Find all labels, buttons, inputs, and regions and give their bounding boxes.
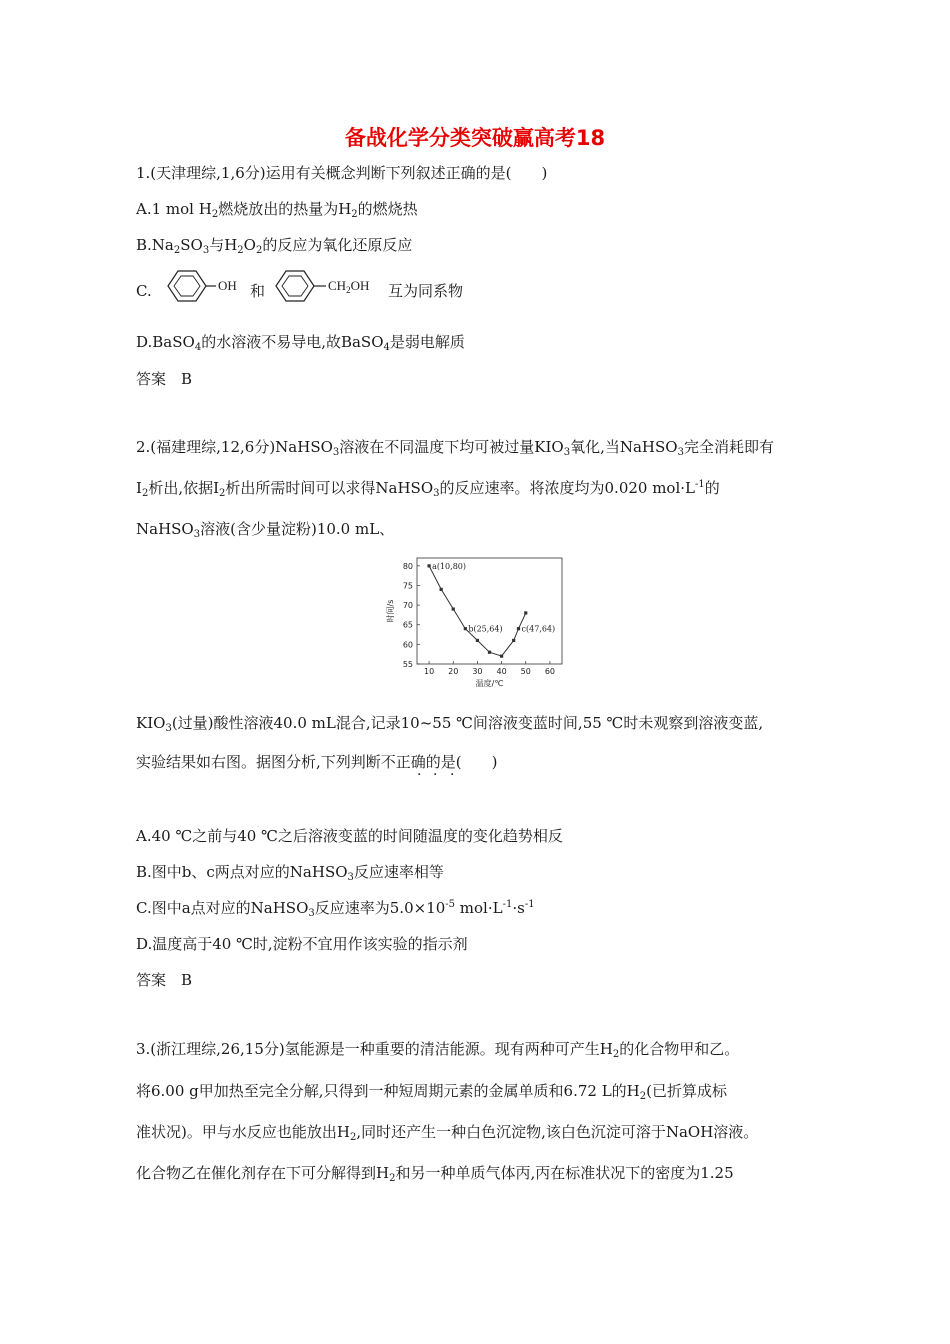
q1-option-c-label: C. <box>136 282 152 300</box>
point-annotation: a(10,80) <box>432 561 467 571</box>
point-annotation: b(25,64) <box>468 624 503 634</box>
x-tick-label: 60 <box>544 667 556 676</box>
data-point <box>464 627 467 630</box>
data-point <box>517 627 520 630</box>
q1-option-d: D.BaSO$_4$的水溶液不易导电,故BaSO$_4$是弱电解质 <box>136 333 465 353</box>
q2-line-4: $KIO_3$(过量)酸性溶液40.0 mL混合,记录10~55 ℃间溶液变蓝时间,55 ℃时未观察到溶液变蓝, <box>136 714 764 734</box>
point-annotation: c(47,64) <box>521 624 556 634</box>
x-tick-label: 20 <box>448 667 459 676</box>
chart-annotations <box>432 562 555 634</box>
q2-option-b: B.图中b、c两点对应的NaHSO$_3$反应速率相等 <box>136 863 444 883</box>
q3-line-3: 准状况)。甲与水反应也能放出$H_2$,同时还产生一种白色沉淀物,该白色沉淀可溶于NaOH溶液。 <box>136 1123 759 1143</box>
data-point <box>427 564 430 567</box>
data-point <box>440 588 443 591</box>
emphasis-dot: · <box>450 767 455 783</box>
x-tick-label: 10 <box>423 667 435 676</box>
q2-option-c: C.图中a点对应的NaHSO$_3$反应速率为$5.0\times 10^{-5}$ $mol\cdot L^{-1}\cdot s^{-1}$ <box>136 899 535 919</box>
chart-frame <box>417 558 562 664</box>
y-tick-label: 65 <box>402 620 413 630</box>
q1-and-text: 和 <box>250 282 266 300</box>
ch2oh-label: $CH_2OH$ <box>328 278 370 295</box>
y-tick-label: 60 <box>402 640 413 650</box>
chart-axes <box>417 558 562 664</box>
q2-line-1: 2.(福建理综,12,6分)NaHSO$_3$溶液在不同温度下均可被过量$KIO_3$氧化,当NaHSO$_3$完全消耗即有 <box>136 438 774 458</box>
x-tick-label: 30 <box>472 667 483 676</box>
data-point <box>524 611 527 614</box>
q3-line-2: 将6.00 g甲加热至完全分解,只得到一种短周期元素的金属单质和6.72 L的$H_2$(已折算成标 <box>136 1082 727 1102</box>
q3-line-1: 3.(浙江理综,26,15分)氢能源是一种重要的清洁能源。现有两种可产生$H_2$的化合物甲和乙。 <box>136 1040 740 1060</box>
q1-answer: 答案 B <box>136 370 193 388</box>
data-point <box>452 607 455 610</box>
y-tick-label: 70 <box>402 601 413 611</box>
x-tick-label: 50 <box>520 667 531 676</box>
benzyl-alcohol-structure <box>270 266 390 306</box>
data-point <box>488 651 491 654</box>
y-tick-label: 55 <box>402 660 413 669</box>
chart-x-axis-label: 温度/℃ <box>475 679 504 688</box>
chart-ticks <box>403 562 555 676</box>
q2-answer: 答案 B <box>136 971 193 989</box>
time-vs-temperature-chart <box>380 550 570 690</box>
data-point <box>512 639 515 642</box>
q1-option-a: A.1 mol $H_2$燃烧放出的热量为$H_2$的燃烧热 <box>136 200 418 220</box>
chart-series-line <box>429 566 526 656</box>
phenol-oh-label: OH <box>218 278 237 293</box>
x-tick-label: 40 <box>496 667 507 676</box>
data-point <box>500 655 503 658</box>
q1-option-c-tail: 互为同系物 <box>388 282 464 300</box>
y-tick-label: 75 <box>402 581 413 591</box>
emphasis-dot: · <box>433 767 438 783</box>
q2-line-5: 实验结果如右图。据图分析,下列判断不正确的是( ) <box>136 753 498 771</box>
y-tick-label: 80 <box>402 561 413 571</box>
q1-stem: 1.(天津理综,1,6分)运用有关概念判断下列叙述正确的是( ) <box>136 164 548 182</box>
q3-line-4: 化合物乙在催化剂存在下可分解得到$H_2$和另一种单质气体丙,丙在标准状况下的密度为1.25 <box>136 1164 734 1184</box>
chart-points <box>427 561 527 657</box>
q2-line-2: $I_2$析出,依据$I_2$析出所需时间可以求得NaHSO$_3$的反应速率。将浓度均为0.020 $mol\cdot L^{-1}$的 <box>136 479 720 499</box>
page-title: 备战化学分类突破赢高考18 <box>344 126 606 150</box>
q2-line-3: NaHSO$_3$溶液(含少量淀粉)10.0 mL、 <box>136 520 395 540</box>
phenol-structure <box>160 266 245 306</box>
q2-option-a: A.40 ℃之前与40 ℃之后溶液变蓝的时间随温度的变化趋势相反 <box>136 827 563 845</box>
data-point <box>476 639 479 642</box>
q2-option-d: D.温度高于40 ℃时,淀粉不宜用作该实验的指示剂 <box>136 935 468 953</box>
chart-y-axis-label: 时间/s <box>386 599 395 623</box>
q1-option-b: $B.Na_2SO_3$与$H_2O_2$的反应为氧化还原反应 <box>136 236 413 256</box>
emphasis-dot: · <box>417 767 422 783</box>
